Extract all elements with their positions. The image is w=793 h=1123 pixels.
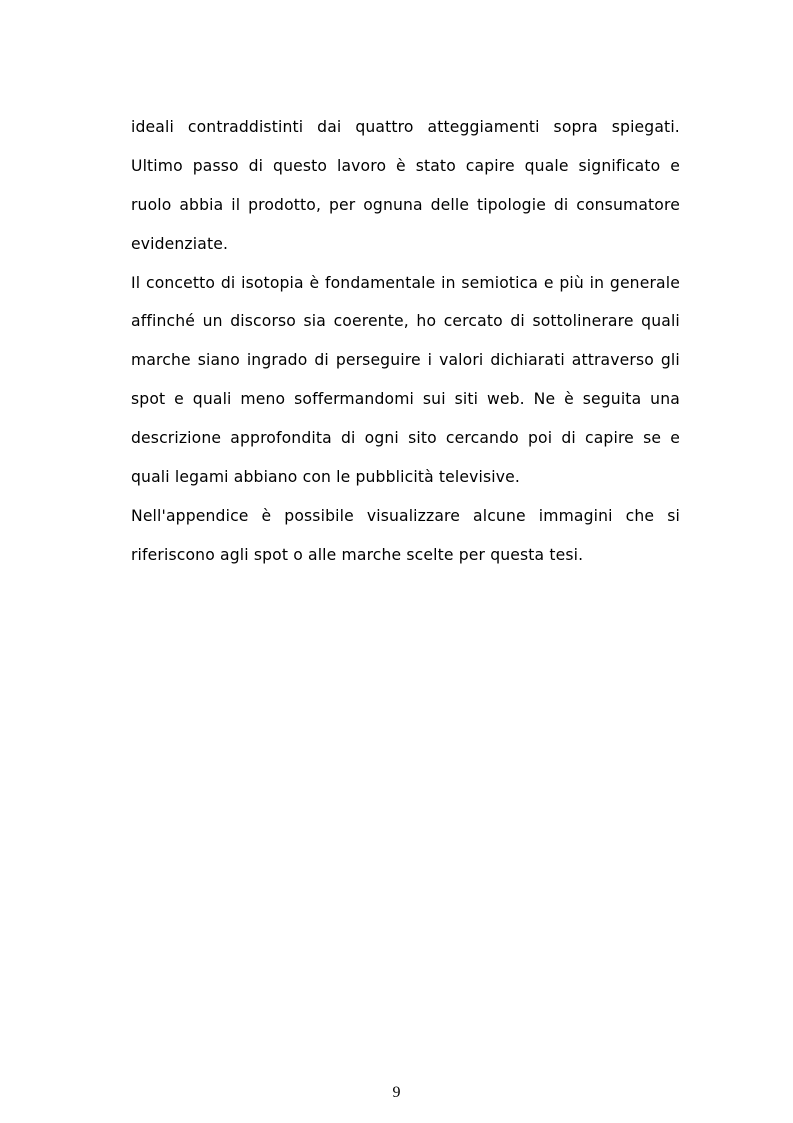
text-line: spot e quali meno soffermandomi sui siti web. Ne è seguita una xyxy=(131,390,680,409)
paragraph-1 xyxy=(131,108,680,264)
body-text xyxy=(131,108,680,575)
text-line: affinché un discorso sia coerente, ho cercato di sottolinerare quali xyxy=(131,312,680,331)
paragraph-2 xyxy=(131,264,680,497)
paragraph-3 xyxy=(131,497,680,575)
text-line: Il concetto di isotopia è fondamentale in semiotica e più in generale xyxy=(131,273,680,292)
text-line: Ultimo passo di questo lavoro è stato capire quale significato e xyxy=(131,156,680,175)
text-line: descrizione approfondita di ogni sito cercando poi di capire se e xyxy=(131,429,680,448)
page-number: 9 xyxy=(392,1084,401,1101)
text-line: quali legami abbiano con le pubblicità televisive. xyxy=(131,468,520,487)
text-line: riferiscono agli spot o alle marche scelte per questa tesi. xyxy=(131,545,584,564)
text-line: ruolo abbia il prodotto, per ognuna delle tipologie di consumatore xyxy=(131,195,680,214)
text-line: evidenziate. xyxy=(131,234,229,253)
text-line: marche siano ingrado di perseguire i valori dichiarati attraverso gli xyxy=(131,351,680,370)
text-line: ideali contraddistinti dai quattro atteggiamenti sopra spiegati. xyxy=(131,118,680,136)
text-line: Nell'appendice è possibile visualizzare alcune immagini che si xyxy=(131,506,680,525)
